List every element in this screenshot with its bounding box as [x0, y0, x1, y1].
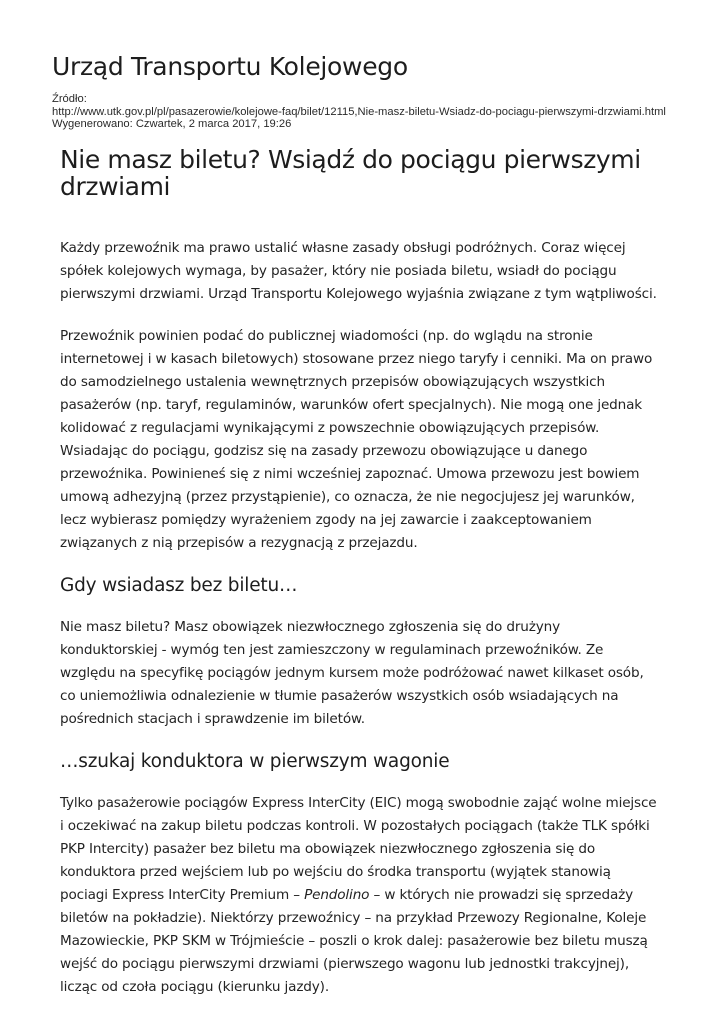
source-label: Źródło:	[52, 93, 87, 105]
site-title: Urząd Transportu Kolejowego	[52, 52, 408, 81]
paragraph-first-wagon-part-b: – w których nie prowadzi się sprzedaży biletów na pokładzie). Niektórzy przewoźnicy – na przykład Przewozy Regionalne, Koleje Mazowieckie, PKP SKM w Trójmieście – poszli o krok dalej: pasażerowie bez biletu muszą wejść do pociągu pierwszymi drzwiami (pierwszego wagonu lub jednostki trakcyjnej), licząc od czoła pociągu (kierunku jazdy).	[60, 887, 648, 995]
document-meta	[52, 93, 672, 131]
paragraph-first-wagon	[60, 792, 660, 999]
paragraph-first-wagon-part-a: Tylko pasażerowie pociągów Express InterCity (EIC) mogą swobodnie zająć wolne miejsce i oczekiwać na zakup biletu podczas kontroli. W pozostałych pociągach (także TLK spółki PKP Intercity) pasażer bez biletu ma obowiązek niezwłocznego zgłoszenia się do konduktora przed wejściem lub po wejściu do środka transportu (wyjątek stanowią pociagi Express InterCity Premium –	[60, 795, 657, 903]
section-heading-no-ticket: Gdy wsiadasz bez biletu…	[60, 575, 298, 596]
pendolino-emphasis: Pendolino	[304, 887, 370, 903]
paragraph-no-ticket: Nie masz biletu? Masz obowiązek niezwłocznego zgłoszenia się do drużyny konduktorskiej - wymóg ten jest zamieszczony w regulaminach przewoźników. Ze względu na specyfikę pociągów jednym kursem może podróżować nawet kilkaset osób, co uniemożliwia odnalezienie w tłumie pasażerów wszystkich osób wsiadających na pośrednich stacjach i sprawdzenie im biletów.	[60, 619, 644, 727]
source-url: http://www.utk.gov.pl/pl/pasazerowie/kolejowe-faq/bilet/12115,Nie-masz-biletu-Wsiadz-do-pociagu-pierwszymi-drzwiami.html	[52, 105, 666, 118]
generated-date: Wygenerowano: Czwartek, 2 marca 2017, 19:26	[52, 118, 292, 130]
paragraph-intro: Każdy przewoźnik ma prawo ustalić własne zasady obsługi podróżnych. Coraz więcej spółek kolejowych wymaga, by pasażer, który nie posiada biletu, wsiadł do pociągu pierwszymi drzwiami. Urząd Transportu Kolejowego wyjaśnia związane z tym wątpliwości.	[60, 240, 657, 302]
section-heading-first-wagon: …szukaj konduktora w pierwszym wagonie	[60, 751, 450, 772]
paragraph-tariffs: Przewoźnik powinien podać do publicznej wiadomości (np. do wglądu na stronie internetowej i w kasach biletowych) stosowane przez niego taryfy i cenniki. Ma on prawo do samodzielnego ustalenia wewnętrznych przepisów obowiązujących wszystkich pasażerów (np. taryf, regulaminów, warunków ofert specjalnych). Nie mogą one jednak kolidować z regulacjami wynikającymi z powszechnie obowiązujących przepisów. Wsiadając do pociągu, godzisz się na zasady przewozu obowiązujące u danego przewoźnika. Powinieneś się z nimi wcześniej zapoznać. Umowa przewozu jest bowiem umową adhezyjną (przez przystąpienie), co oznacza, że nie negocjujesz jej warunków, lecz wybierasz pomiędzy wyrażeniem zgody na jej zawarcie i zaakceptowaniem związanych z nią przepisów a rezygnacją z przejazdu.	[60, 328, 653, 551]
article-title: Nie masz biletu? Wsiądź do pociągu pierwszymi drzwiami	[60, 145, 641, 201]
article-body	[60, 237, 660, 1018]
